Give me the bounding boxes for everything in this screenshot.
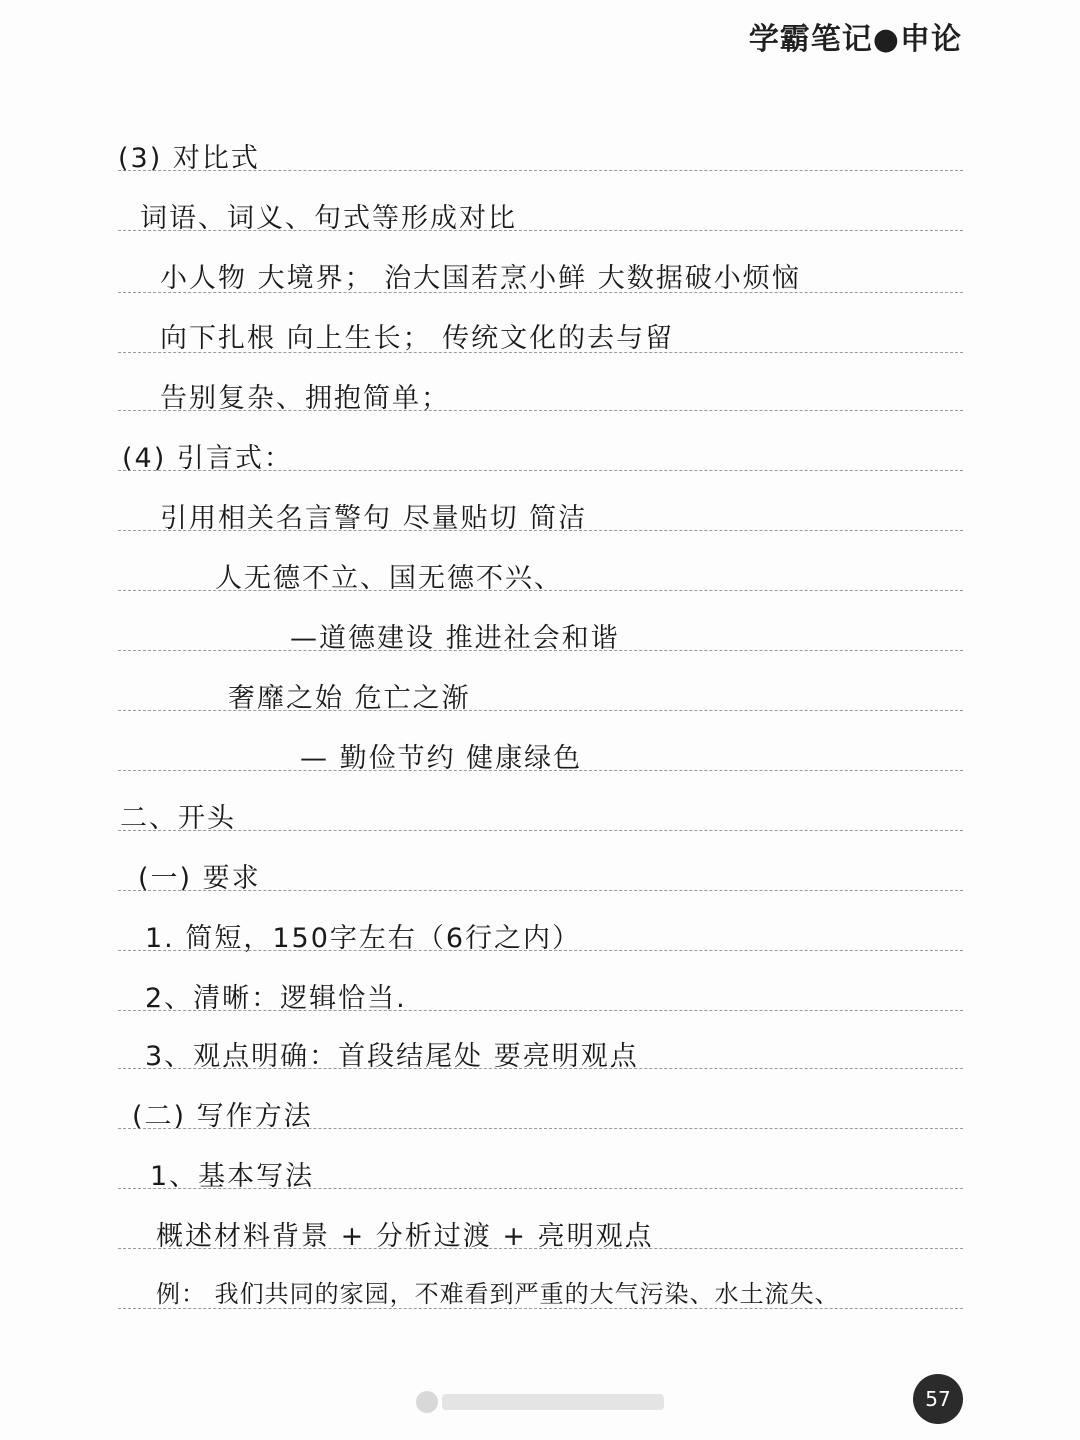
note-line: 人无德不立、国无德不兴、 bbox=[215, 563, 563, 594]
note-line: 向下扎根 向上生长； 传统文化的去与留 bbox=[160, 323, 675, 354]
watermark bbox=[416, 1391, 664, 1413]
note-line: 例： 我们共同的家园，不难看到严重的大气污染、水土流失、 bbox=[156, 1280, 840, 1308]
note-line: 3、观点明确：首段结尾处 要亮明观点 bbox=[145, 1041, 639, 1072]
note-line: (3) 对比式 bbox=[118, 143, 260, 174]
note-line: —道德建设 推进社会和谐 bbox=[290, 623, 620, 654]
note-line: 2、清晰：逻辑恰当. bbox=[145, 983, 407, 1014]
watermark-logo-icon bbox=[416, 1391, 438, 1413]
note-line: (4) 引言式： bbox=[122, 443, 293, 474]
note-line: 词语、词义、句式等形成对比 bbox=[140, 203, 517, 234]
note-line: 二、开头 bbox=[120, 803, 236, 834]
note-line: (一) 要求 bbox=[138, 863, 261, 894]
note-line: 概述材料背景 + 分析过渡 + 亮明观点 bbox=[156, 1221, 654, 1252]
note-line: 告别复杂、拥抱简单； bbox=[160, 383, 450, 414]
note-line: 引用相关名言警句 尽量贴切 简洁 bbox=[160, 503, 588, 534]
note-line: 小人物 大境界； 治大国若烹小鲜 大数据破小烦恼 bbox=[160, 263, 801, 294]
page-header-title: 学霸笔记●申论 bbox=[748, 22, 962, 57]
watermark-bar bbox=[442, 1394, 664, 1410]
ruled-line bbox=[118, 830, 963, 831]
note-line: 1. 简短，150字左右（6行之内） bbox=[145, 923, 582, 954]
note-line: 1、基本写法 bbox=[150, 1161, 315, 1192]
page-number-badge: 57 bbox=[913, 1374, 963, 1424]
note-line: (二) 写作方法 bbox=[132, 1101, 313, 1132]
note-line: 奢靡之始 危亡之渐 bbox=[228, 683, 471, 714]
note-line: — 勤俭节约 健康绿色 bbox=[300, 743, 583, 774]
